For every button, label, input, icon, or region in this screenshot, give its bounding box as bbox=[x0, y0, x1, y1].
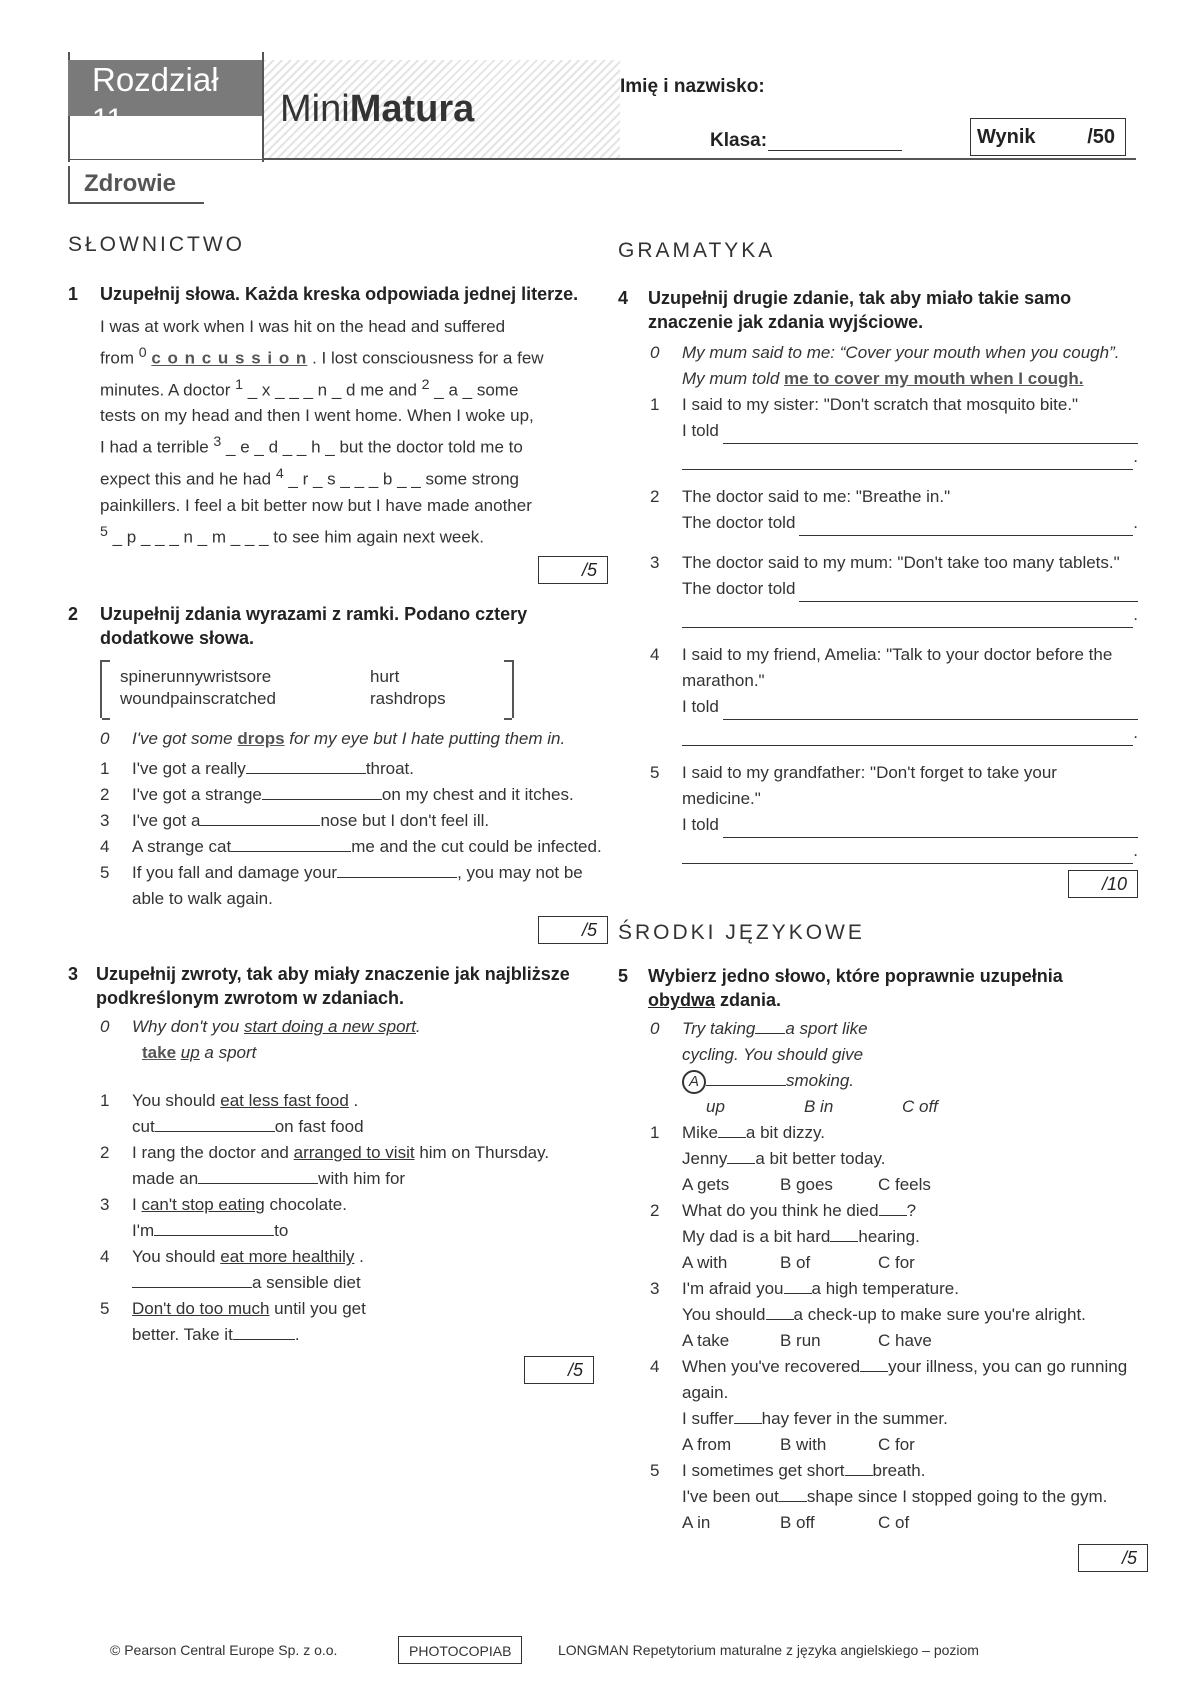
name-label: Imię i nazwisko: bbox=[620, 76, 765, 97]
task-4-item: 4 I said to my friend, Amelia: "Talk to your doctor before the marathon." I told . bbox=[618, 642, 1138, 746]
publisher-line: LONGMAN Repetytorium maturalne z języka angielskiego – poziom bbox=[558, 1642, 979, 1658]
task-4-item: 5 I said to my grandfather: "Don't forget to take your medicine." I told . bbox=[618, 760, 1138, 864]
chapter-tab bbox=[68, 60, 264, 136]
chapter-label: Rozdział bbox=[92, 61, 219, 98]
answer-blank[interactable] bbox=[830, 1224, 858, 1242]
task-5-example: 0 Try taking a sport like cycling. You should give A smoking. bbox=[618, 1016, 1138, 1094]
task-5-options bbox=[618, 1250, 1138, 1276]
option-0[interactable]: A from bbox=[682, 1435, 732, 1454]
task-3-item: 1 You should eat less fast food . bbox=[100, 1091, 359, 1111]
task-4-instruction: 4 Uzupełnij drugie zdanie, tak aby miało takie samo znaczenie jak zdania wyjściowe. bbox=[618, 288, 1072, 332]
task-4-points: /10 bbox=[1068, 870, 1138, 898]
answer-blank[interactable] bbox=[132, 1270, 252, 1288]
word-gap-3[interactable]: _ e _ d _ _ h _ bbox=[226, 437, 335, 457]
option-1[interactable]: B run bbox=[780, 1331, 821, 1350]
option-0[interactable]: A take bbox=[682, 1331, 730, 1350]
task-5-options bbox=[618, 1172, 1138, 1198]
option-2[interactable]: C have bbox=[878, 1331, 932, 1350]
task-3-item: 5 Don't do too much until you get bbox=[100, 1299, 366, 1319]
task-4-item: 3 The doctor said to my mum: "Don't take too many tablets." The doctor told . bbox=[618, 550, 1138, 628]
task-5-item: 3 I'm afraid you a high temperature. You should a check-up to make sure you're alright. bbox=[618, 1276, 1138, 1328]
answer-blank[interactable] bbox=[337, 860, 457, 878]
option-1[interactable]: B of bbox=[780, 1253, 811, 1272]
header-rule bbox=[264, 158, 1136, 160]
answer-line[interactable] bbox=[723, 814, 1138, 838]
option-1[interactable]: B with bbox=[780, 1435, 827, 1454]
example-answer-0: c o n c u s s i o n bbox=[151, 348, 308, 368]
task-5-points: /5 bbox=[1078, 1544, 1148, 1572]
task-5-item: 1 Mike a bit dizzy. Jenny a bit better today. bbox=[618, 1120, 1138, 1172]
answer-blank[interactable] bbox=[155, 1114, 275, 1132]
answer-blank[interactable] bbox=[231, 834, 351, 852]
word-gap-2[interactable]: _ a _ bbox=[434, 380, 473, 400]
option-2[interactable]: C of bbox=[878, 1513, 910, 1532]
answer-blank[interactable] bbox=[784, 1276, 812, 1294]
task-5-item: 4 When you've recovered your illness, you can go running again. I suffer hay fever in the summer. bbox=[618, 1354, 1138, 1432]
task-3-item: 2 I rang the doctor and arranged to visit him on Thursday. bbox=[100, 1143, 550, 1163]
option-1[interactable]: B goes bbox=[780, 1175, 833, 1194]
class-label: Klasa: bbox=[710, 130, 768, 151]
chapter-number: 11 bbox=[92, 103, 124, 136]
task-5-instruction: 5 Wybierz jedno słowo, które poprawnie uzupełnia obydwa zdania. bbox=[618, 966, 1063, 1010]
score-max: /50 bbox=[1087, 126, 1115, 148]
option-0[interactable]: A gets bbox=[682, 1175, 730, 1194]
task-3-instruction: 3 Uzupełnij zwroty, tak aby miały znaczenie jak najbliższe podkreślonym zwrotom w zdaniach. bbox=[68, 964, 570, 1009]
task-3-points: /5 bbox=[524, 1356, 594, 1384]
task-3-item-rewrite: made an with him for bbox=[68, 1166, 608, 1192]
answer-blank[interactable] bbox=[766, 1302, 794, 1320]
task-4-item: 2 The doctor said to me: "Breathe in." The doctor told . bbox=[618, 484, 1138, 536]
answer-line[interactable] bbox=[723, 420, 1138, 444]
section-title-language: ŚRODKI JĘZYKOWE bbox=[618, 921, 865, 944]
answer-line[interactable] bbox=[799, 578, 1138, 602]
task-3-item: 3 I can't stop eating chocolate. bbox=[100, 1195, 347, 1215]
task-2-item: 3 I've got a nose but I don't feel ill. bbox=[68, 808, 608, 834]
section-title-vocab: SŁOWNICTWO bbox=[68, 233, 245, 256]
score-box bbox=[970, 118, 1126, 156]
task-1-points: /5 bbox=[538, 556, 608, 584]
task-4-example-answer: My mum told me to cover my mouth when I cough. bbox=[682, 369, 1084, 388]
answer-blank[interactable] bbox=[246, 756, 366, 774]
task-3-example-answer: take up a sport bbox=[142, 1043, 257, 1063]
task-2-item: 1 I've got a really throat. bbox=[68, 756, 608, 782]
circled-answer: A bbox=[682, 1070, 706, 1094]
left-column bbox=[68, 230, 608, 1384]
page-title: MiniMatura bbox=[280, 88, 475, 130]
answer-blank[interactable] bbox=[727, 1146, 755, 1164]
task-5-options bbox=[618, 1510, 1138, 1536]
answer-line[interactable] bbox=[682, 840, 1133, 864]
task-2-example: 0 I've got some drops for my eye but I hate putting them in. bbox=[100, 729, 566, 749]
task-2-item: 5 If you fall and damage your , you may not be able to walk again. bbox=[68, 860, 608, 912]
answer-line[interactable] bbox=[682, 722, 1133, 746]
task-4-example: 0 My mum said to me: “Cover your mouth when you cough”. bbox=[650, 343, 1120, 362]
answer-blank[interactable] bbox=[233, 1322, 295, 1340]
photocopy-badge: PHOTOCOPIAB bbox=[398, 1636, 522, 1664]
answer-blank[interactable] bbox=[845, 1458, 873, 1476]
task-2-item: 4 A strange cat me and the cut could be infected. bbox=[68, 834, 608, 860]
section-title-grammar: GRAMATYKA bbox=[618, 239, 776, 262]
option-2[interactable]: C feels bbox=[878, 1175, 931, 1194]
option-1[interactable]: B off bbox=[780, 1513, 815, 1532]
answer-blank[interactable] bbox=[779, 1484, 807, 1502]
task-5-options bbox=[618, 1432, 1138, 1458]
task-4-item: 1 I said to my sister: "Don't scratch that mosquito bite." I told . bbox=[618, 392, 1138, 470]
task-5-example-options: up B in C off bbox=[706, 1097, 938, 1116]
option-2[interactable]: C for bbox=[878, 1253, 915, 1272]
answer-blank[interactable] bbox=[200, 808, 320, 826]
task-2-points: /5 bbox=[538, 916, 608, 944]
option-0[interactable]: A with bbox=[682, 1253, 728, 1272]
task-1-text: I was at work when I was hit on the head and suffered from $^0$ c o n c u s s i o n . I lost consciousness for a few minutes. A doctor $^1$ _ x _ _ _ n _ d me and $^2$ _ a _ some tests on my head and then I went home. When I woke up, I had a terrible $^3$ _ e _ d _ _ h _ but the doctor told me to expect this and he had $^4$ _ r _ s _ _ _ b _ _ some strong painkillers. I feel a bit better now but I have made another $^5$ _ p _ _ _ n _ m _ _ _ to see him again next week. bbox=[100, 317, 544, 547]
task-3-item: 4 You should eat more healthily . bbox=[100, 1247, 364, 1267]
answer-blank[interactable] bbox=[879, 1198, 907, 1216]
answer-line[interactable] bbox=[682, 446, 1133, 470]
copyright: © Pearson Central Europe Sp. z o.o. bbox=[110, 1642, 338, 1658]
word-gap-1[interactable]: _ x _ _ _ n _ d bbox=[247, 380, 356, 400]
task-5-options bbox=[618, 1328, 1138, 1354]
task-3-item-rewrite: a sensible diet bbox=[68, 1270, 608, 1296]
task-5-item: 5 I sometimes get short breath. I've been out shape since I stopped going to the gym. bbox=[618, 1458, 1138, 1510]
task-1-instruction: 1 Uzupełnij słowa. Każda kreska odpowiada jednej literze. bbox=[68, 284, 579, 304]
topic-title: Zdrowie bbox=[68, 166, 204, 204]
option-0[interactable]: A in bbox=[682, 1513, 711, 1532]
word-box: spinerunnywristsore hurt woundpainscratched rashdrops bbox=[100, 660, 514, 718]
task-5-item: 2 What do you think he died ? My dad is a bit hard hearing. bbox=[618, 1198, 1138, 1250]
option-2[interactable]: C for bbox=[878, 1435, 915, 1454]
answer-blank[interactable] bbox=[154, 1218, 274, 1236]
class-field[interactable] bbox=[768, 150, 902, 151]
task-3-item-rewrite: better. Take it . bbox=[68, 1322, 608, 1348]
word-gap-5[interactable]: _ p _ _ _ n _ m _ _ _ bbox=[112, 527, 269, 547]
answer-blank[interactable] bbox=[718, 1120, 746, 1138]
footer bbox=[110, 1636, 1110, 1668]
task-3-example: 0 Why don't you start doing a new sport. bbox=[100, 1017, 421, 1037]
task-2-item: 2 I've got a strange on my chest and it itches. bbox=[68, 782, 608, 808]
score-label: Wynik bbox=[977, 126, 1036, 148]
task-2-instruction: 2 Uzupełnij zdania wyrazami z ramki. Podano cztery dodatkowe słowa. bbox=[68, 604, 528, 649]
answer-blank[interactable] bbox=[262, 782, 382, 800]
task-3-item-rewrite: cut on fast food bbox=[68, 1114, 608, 1140]
task-3-item-rewrite: I'm to bbox=[68, 1218, 608, 1244]
answer-blank[interactable] bbox=[198, 1166, 318, 1184]
chapter-box bbox=[68, 116, 264, 160]
answer-blank[interactable] bbox=[860, 1354, 888, 1372]
answer-blank[interactable] bbox=[734, 1406, 762, 1424]
word-gap-4[interactable]: _ r _ s _ _ _ b _ _ bbox=[288, 469, 421, 489]
answer-line[interactable] bbox=[682, 604, 1133, 628]
answer-line[interactable] bbox=[799, 512, 1133, 536]
answer-line[interactable] bbox=[723, 696, 1138, 720]
right-column bbox=[618, 230, 1138, 1572]
